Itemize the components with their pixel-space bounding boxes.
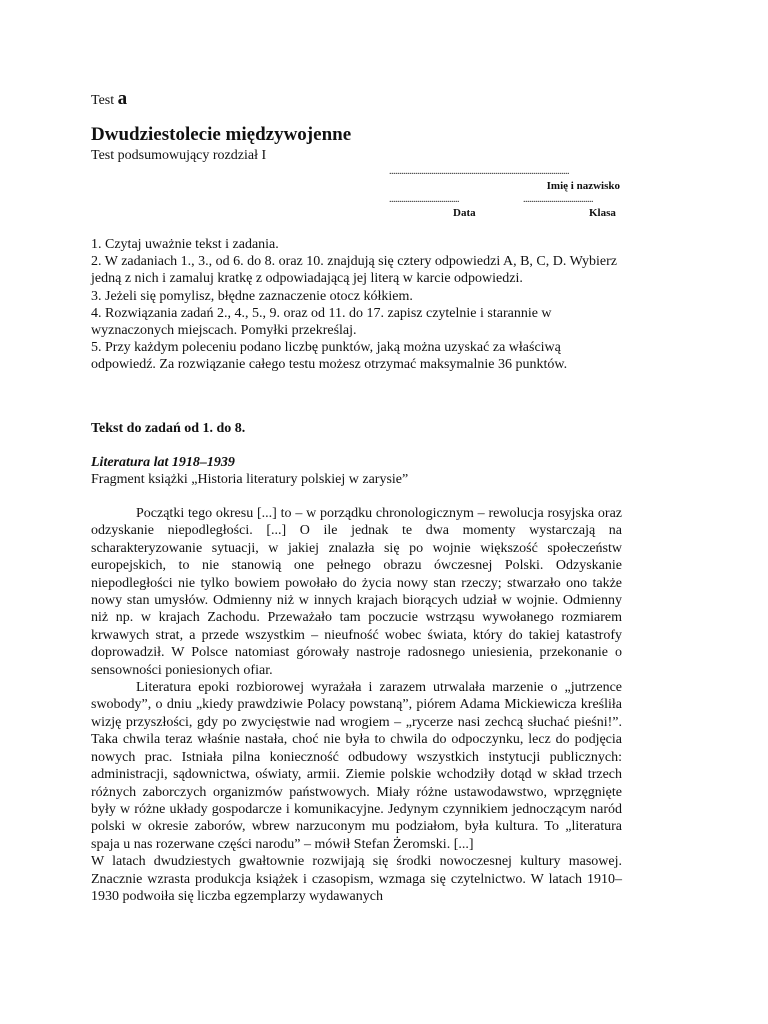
- instruction-item: 2. W zadaniach 1., 3., od 6. do 8. oraz 10. znajdują się cztery odpowiedzi A, B, C, D. Wybierz jedną z nich i zamaluj kratkę z odpowiadającą jej literą w karcie odpowiedzi.: [91, 254, 617, 287]
- instruction-item: 5. Przy każdym poleceniu podano liczbę punktów, jaką można uzyskać za właściwą odpowiedź. Za rozwiązanie całego testu możesz otrzymać maksymalnie 36 punktów.: [91, 340, 568, 373]
- instruction-item: 1. Czytaj uważnie tekst i zadania.: [91, 237, 279, 252]
- test-variant: a: [117, 88, 128, 109]
- date-field-label: Data: [453, 207, 476, 219]
- fragment-caption: Fragment książki „Historia literatury polskiej w zarysie”: [91, 472, 409, 487]
- name-field-label: Imię i nazwisko: [546, 180, 620, 192]
- test-label: [91, 88, 127, 110]
- source-text: [91, 505, 622, 905]
- class-field-label: Klasa: [589, 207, 616, 219]
- section-title: Tekst do zadań od 1. do 8.: [91, 421, 246, 436]
- text-paragraph: Literatura epoki rozbiorowej wyrażała i zarazem utrwalała marzenie o „jutrzence swobody”, o dniu „kiedy prawdziwie Polacy powstaną”, piórem Adama Mickiewicza kreśliła wizję przyszłości, gdy po zwycięstwie nad wrogiem – „rycerze nasi zechcą słuchać pieśni!”. Taka chwila teraz właśnie nastała, choć nie była to chwila do odpoczynku, lecz do podjęcia nowych prac. Istniała pilna konieczność odbudowy wszystkich instytucji publicznych: administracji, sądownictwa, oświaty, armii. Ziemie polskie wchodziły dotąd w skład trzech różnych zaborczych organizmów państwowych. Miały różne ustawodawstwo, wprzęgnięte były w różne układy gospodarcze i komunikacyjne. Jedynym czynnikiem jednoczącym naród polski w okresie zaborów, wbrew narzuconym mu podziałom, była kultura. To „literatura spaja u nas rozerwane części narodu” – mówił Stefan Żeromski. [...]: [91, 680, 622, 852]
- text-paragraph: Początki tego okresu [...] to – w porządku chronologicznym – rewolucja rosyjska oraz odzyskanie niepodległości. [...] O ile jednak te dwa momenty wystarczają na scharakteryzowanie sytuacji, w jakiej znalazła się po wojnie większość społeczeństw europejskich, to nie stanowią one pełnego obrazu ówczesnej Polski. Odzyskanie niepodległości nie tylko bowiem powołało do życia nowy stan rzeczy; stwarzało ono także nowy stan umysłów. Odmienny niż w innych krajach biorących udział w wojnie. Odmienny niż np. w krajach Zachodu. Przeważało tam poczucie wstrząsu wywołanego rozmiarem krwawych strat, a przede wszystkim – nieufność wobec świata, który do takiej katastrofy doprowadził. W Polsce natomiast górowały nastroje radosnego uniesienia, przekonanie o sensowności poniesionych ofiar.: [91, 506, 622, 678]
- page-title: Dwudziestolecie międzywojenne: [91, 124, 352, 145]
- instructions: [91, 236, 627, 374]
- instruction-item: 3. Jeżeli się pomylisz, błędne zaznaczenie otocz kółkiem.: [91, 288, 413, 304]
- test-word: Test: [91, 93, 115, 108]
- page-subtitle: Test podsumowujący rozdział I: [91, 148, 267, 163]
- class-field-line[interactable]: ...................................: [523, 194, 593, 205]
- literature-title: Literatura lat 1918–1939: [91, 455, 235, 470]
- text-paragraph: W latach dwudziestych gwałtownie rozwijają się środki nowoczesnej kultury masowej. Znacznie wzrasta produkcja książek i czasopism, wzmaga się czytelnictwo. W latach 1910–1930 podwoiła się liczba egzemplarzy wydawanych: [91, 854, 622, 904]
- instruction-item: 4. Rozwiązania zadań 2., 4., 5., 9. oraz od 11. do 17. zapisz czytelnie i starannie w wyznaczonych miejscach. Pomyłki przekreślaj.: [91, 305, 552, 339]
- date-field-line[interactable]: ...................................: [389, 194, 459, 205]
- name-field-line[interactable]: ..........................................................................................: [389, 166, 569, 177]
